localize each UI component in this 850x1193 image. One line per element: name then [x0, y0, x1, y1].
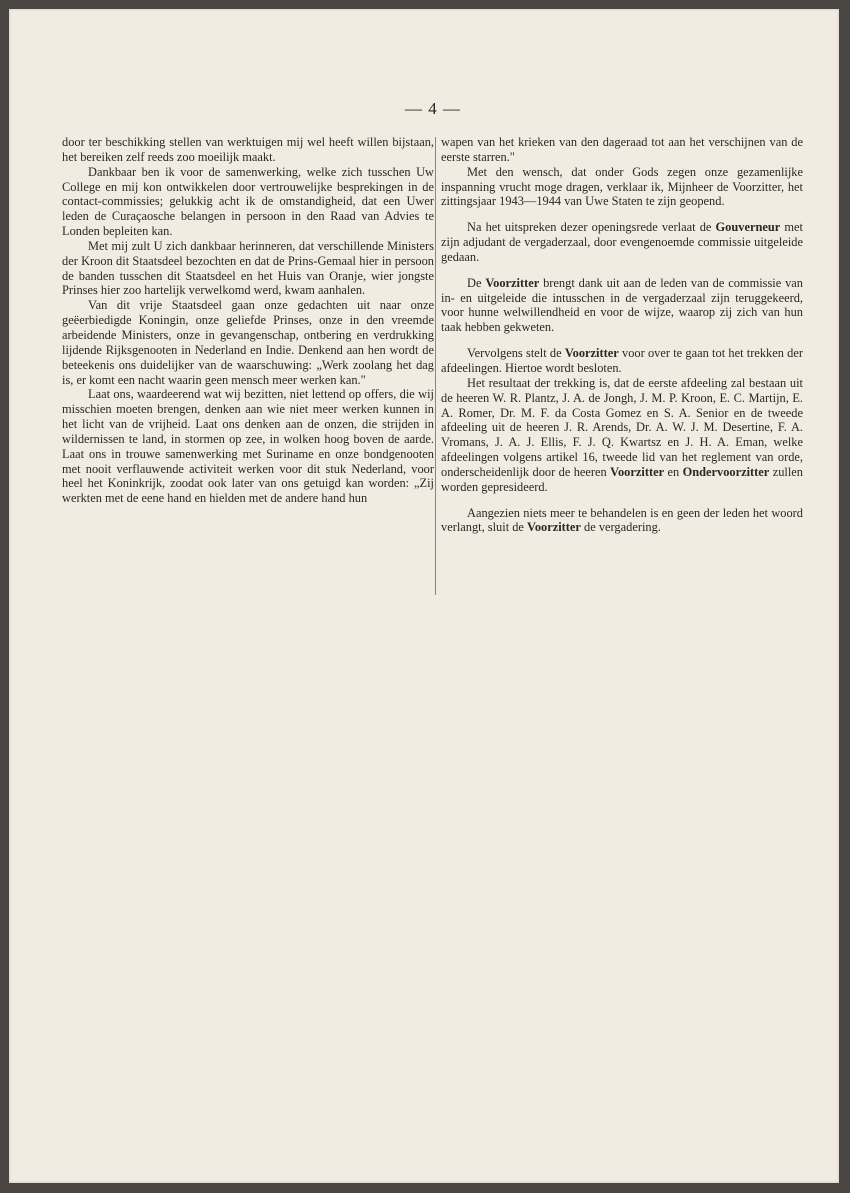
paragraph: door ter beschikking stellen van werktuigen mij wel heeft willen bijstaan, het bereiken zelf reeds zoo moeilijk maakt.: [62, 135, 434, 164]
speaker-name: Voorzitter: [610, 464, 665, 479]
page-number: — 4 —: [405, 99, 461, 118]
paragraph: Met den wensch, dat onder Gods zegen onze gezamenlijke inspanning vrucht moge dragen, verklaar ik, Mijnheer de Voorzitter, het zittingsjaar 1943—1944 van Uwe Staten te zijn geopend.: [441, 164, 803, 209]
paragraph: Dankbaar ben ik voor de samenwerking, welke zich tusschen Uw College en mij kon ontwikkelen door vertrouwelijke besprekingen in de contact-commissies; gelukkig acht ik de omstandigheid, dat een Uwer leden de Curaçaosche belangen in persoon in den Raad van Advies te Londen bepleiten kan.: [62, 164, 434, 239]
speaker-name: Ondervoorzitter: [682, 464, 770, 479]
paragraph: Van dit vrije Staatsdeel gaan onze gedachten uit naar onze geëerbiedigde Koningin, onze geliefde Prinses, onze in den vreemde arbeidende Ministers, onze in gevangenschap, ontbering en verdrukking lijdende Rijksgenooten in Nederland en Indie. Denkend aan hen wordt de beteekenis ons duidelijker van de waarschuwing: „Werk zoolang het dag is, er komt een nacht waarin geen mensch meer werken kan.": [62, 298, 434, 387]
speaker-name: Voorzitter: [485, 275, 540, 290]
right-column: [433, 135, 803, 535]
paragraph: Laat ons, waardeerend wat wij bezitten, niet lettend op offers, die wij misschien moeten brengen, denken aan wie niet meer werken kunnen in het licht van de vrijheid. Laat ons denken aan de onzen, die strijden in wildernissen te land, in stormen op zee, in wolken hoog boven de aarde. Laat ons in trouwe samenwerking met Suriname en onze bondgenooten met nooit verflauwende activiteit werken voor dit stuk Nederland, voor heel het Koninkrijk, zoodat ook later van ons getuigd kan worden: „Zij werkten met de eene hand en hielden met de andere hand hun: [62, 387, 434, 506]
speaker-name: Voorzitter: [527, 520, 581, 535]
document-page: [9, 9, 839, 1183]
speaker-name: Voorzitter: [564, 346, 619, 361]
speaker-name: Gouverneur: [715, 220, 781, 235]
left-column: [62, 135, 434, 506]
paragraph: Met mij zult U zich dankbaar herinneren, dat verschillende Ministers der Kroon dit Staatsdeel bezochten en dat de Prins-Gemaal hier in persoon de banden tusschen dit Staatsdeel en het Huis van Oranje, wier jongste Prinses hier zoo hartelijk verwelkomd werd, kwam aanhalen.: [62, 238, 434, 298]
paragraph: wapen van het krieken van den dageraad tot aan het verschijnen van de eerste starren.": [441, 135, 803, 164]
paragraph: Aangezien niets meer te behandelen is en geen der leden het woord verlangt, sluit de Voorzitter de vergadering.: [441, 505, 803, 535]
paragraph: Het resultaat der trekking is, dat de eerste afdeeling zal bestaan uit de heeren W. R. Plantz, J. A. de Jongh, J. M. P. Kroon, E. C. Martijn, E. A. Romer, Dr. M. F. da Costa Gomez en S. A. Senior en de tweede afdeeling uit de heeren J. R. Arends, Dr. A. W. J. M. Desertine, F. A. Vromans, J. A. J. Ellis, F. J. Q. Kwartsz en J. H. A. Eman, welke afdeelingen volgens artikel 16, tweede lid van het reglement van orde, onderscheidenlijk door de heeren Voorzitter en Ondervoorzitter zullen worden gepresideerd.: [441, 375, 804, 494]
paragraph: De Voorzitter brengt dank uit aan de leden van de commissie van in- en uitgeleide die intusschen in de vergaderzaal zijn teruggekeerd, voor hunne welwillendheid en voor de wijze, waarop zij zich van hun taak hebben gekweten.: [441, 275, 803, 335]
paragraph: Na het uitspreken dezer openingsrede verlaat de Gouverneur met zijn adjudant de vergaderzaal, door evengenoemde commissie uitgeleide gedaan.: [441, 220, 803, 264]
paragraph: Vervolgens stelt de Voorzitter voor over te gaan tot het trekken der afdeelingen. Hiertoe wordt besloten.: [441, 346, 803, 375]
